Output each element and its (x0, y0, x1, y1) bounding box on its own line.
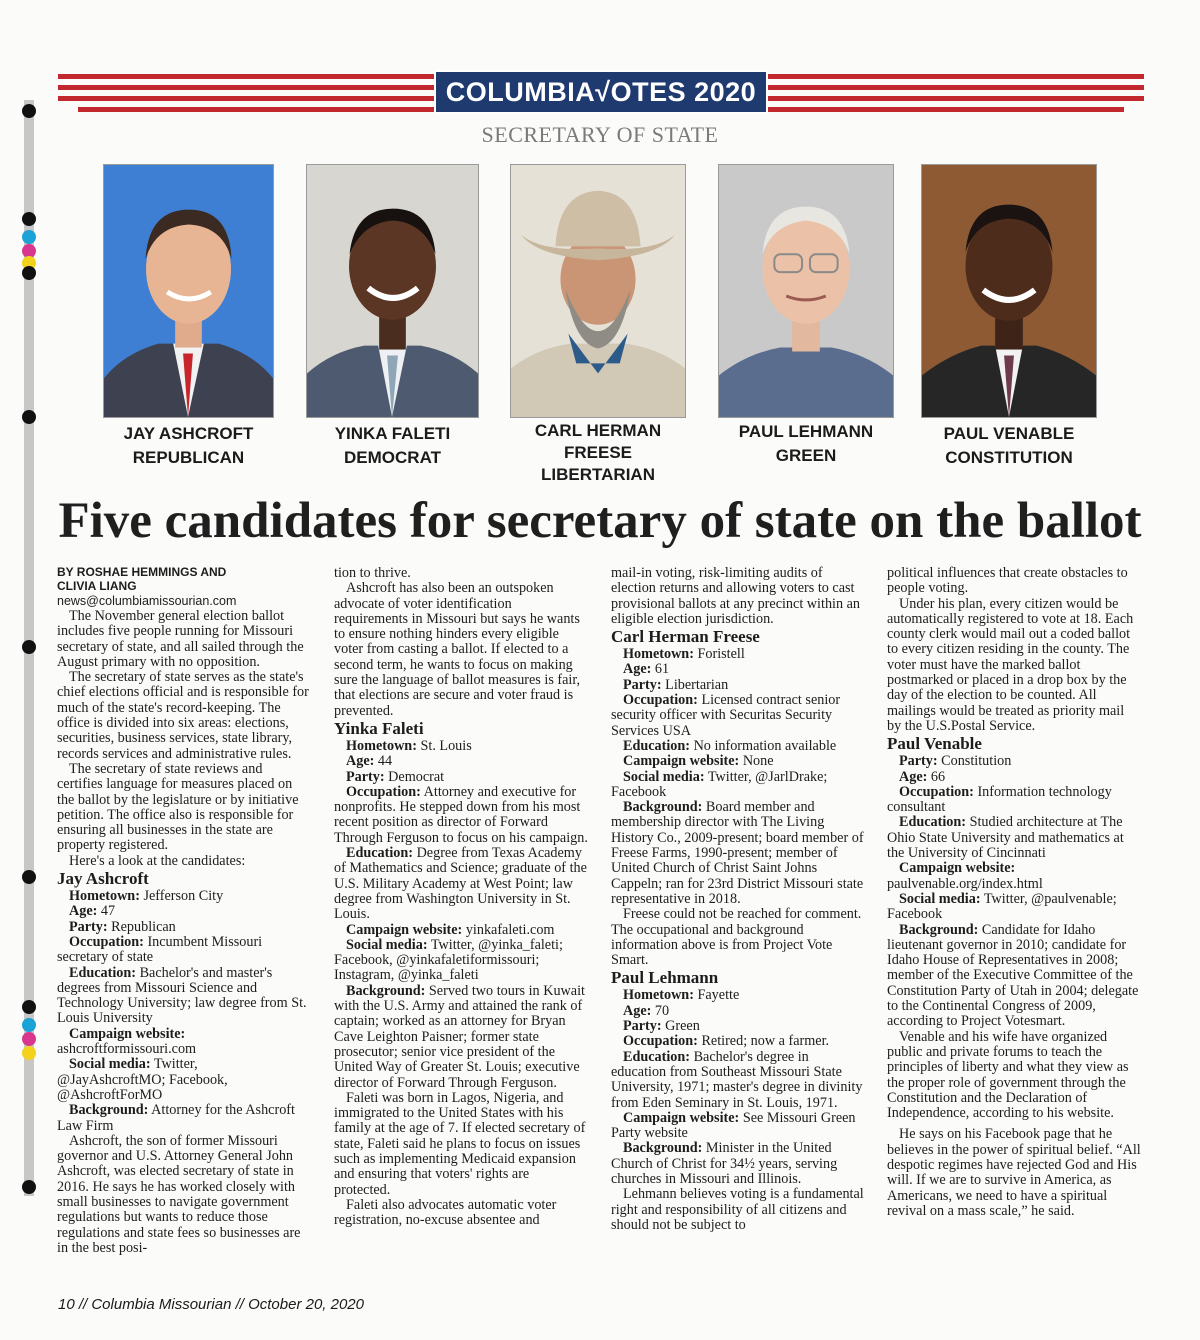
paragraph: He says on his Facebook page that he believes in the power of spiritual belief. “All despotic regimes have rejected God and His will. If we are to survive in America, as Americans, we need to have a spiritual revival on a mass scale,” he said. (887, 1126, 1141, 1219)
candidate-heading: Paul Lehmann (611, 968, 719, 988)
registration-dot (22, 1000, 36, 1014)
paragraph: Freese could not be reached for comment. The occupational and background information above is from Project Vote Smart. (611, 906, 862, 969)
byline: CLIVIA LIANG (57, 578, 137, 593)
caption-name: PAUL LEHMANN (738, 422, 874, 441)
field-party: Party: Green (623, 1018, 700, 1035)
paragraph: Venable and his wife have organized public and private forums to teach the principles of liberty and what they view as the proper role of government through the Constitution and the Declaration of Independence, according to his website. (887, 1028, 1129, 1122)
banner-stripe (764, 96, 1144, 101)
headline: Five candidates for secretary of state on the ballot (58, 493, 1142, 549)
banner-stripe (58, 74, 438, 79)
field-education: Education: Degree from Texas Academy of Mathematics and Science; graduate of the U.S. Military Academy at West Point; law degree from Washington University in St. Louis. (334, 845, 587, 923)
caption-party: DEMOCRAT (344, 448, 441, 467)
registration-dot-magenta (22, 1032, 36, 1046)
field-occupation: Occupation: Retired; now a farmer. (623, 1033, 830, 1050)
registration-dot (22, 104, 36, 118)
paragraph: Ashcroft has also been an outspoken advocate of voter identification requirements in Missouri but says he wants to ensure nothing hinders every eligible voter from casting a ballot. If elected to a second term, he wants to focus on making sure the language of ballot measures is fair, that elections are secure and voter fraud is prevented. (334, 580, 581, 719)
candidate-heading: Carl Herman Freese (611, 627, 760, 647)
field-party: Party: Democrat (346, 768, 445, 785)
article-column-3 (611, 566, 865, 1233)
banner-stripe (764, 107, 1124, 112)
caption-faleti (306, 422, 479, 470)
portrait-icon (922, 165, 1096, 417)
field-age: Age: 44 (346, 753, 393, 770)
candidate-heading: Paul Venable (887, 734, 982, 754)
field-background: Background: Served two tours in Kuwait with the U.S. Army and attained the rank of captain; worked as an attorney for Bryan Cave Leighton Paisner; former state prosecutor; senior vice president of the United Way of Greater St. Louis; executive director of Forward Through Ferguson. (334, 982, 585, 1091)
contact-email: news@columbiamissourian.com (57, 594, 237, 608)
paragraph: political influences that create obstacles to people voting. (887, 565, 1128, 597)
caption-name: FREESE (563, 443, 633, 462)
banner-stripe (58, 85, 438, 90)
paragraph: The November general election ballot includes five people running for Missouri secretary of state, and all sailed through the August primary with no opposition. (57, 608, 304, 670)
candidate-heading: Yinka Faleti (334, 718, 424, 738)
paragraph: Faleti also advocates automatic voter registration, no-excuse absentee and (334, 1196, 557, 1229)
banner-stripe (78, 107, 438, 112)
field-website: Campaign website: See Missouri Green Party website (611, 1109, 856, 1142)
portrait-icon (104, 165, 273, 417)
caption-ashcroft (103, 422, 274, 470)
registration-dot-cyan (22, 1018, 36, 1032)
caption-freese (510, 420, 686, 486)
registration-dot (22, 870, 36, 884)
article-column-2 (334, 566, 588, 1228)
paragraph: Here's a look at the candidates: (69, 852, 246, 869)
registration-dot (22, 640, 36, 654)
field-age: Age: 61 (623, 661, 670, 678)
caption-name: PAUL VENABLE (943, 424, 1075, 443)
field-background: Background: Candidate for Idaho lieutenant governor in 2010; candidate for Idaho House of Representatives in 2008; member of the Executive Committee of the Constitution Party of Utah in 2004; delegate to the Continental Congress of 2009, according to Project Votesmart. (887, 921, 1139, 1030)
candidate-photo-freese (510, 164, 686, 418)
caption-party: CONSTITUTION (945, 448, 1073, 467)
candidate-photo-lehmann (718, 164, 894, 418)
page-footer: 10 // Columbia Missourian // October 20, 2020 (58, 1296, 364, 1313)
field-hometown: Hometown: St. Louis (346, 737, 472, 754)
banner-title: COLUMBIA√OTES 2020 (445, 76, 757, 107)
banner-stripe (764, 85, 1144, 90)
registration-dot (22, 410, 36, 424)
paragraph: Under his plan, every citizen would be automatically registered to vote at 18. Each county clerk would mail out a coded ballot to every citizen residing in the county. The voter must have the marked ballot postmarked or placed in a drop box by the day of the election to be counted. All mailings would be treated as priority mail by the U.S.Postal Service. (887, 595, 1134, 734)
field-website: Campaign website: paulvenable.org/index.html (887, 860, 1043, 892)
paragraph: Lehmann believes voting is a fundamental right and responsibility of all citizens and should not be subject to (611, 1186, 864, 1233)
banner-stripe (764, 74, 1144, 79)
field-party: Party: Libertarian (623, 676, 729, 693)
article-column-1 (57, 566, 309, 1256)
field-age: Age: 70 (623, 1002, 670, 1019)
field-age: Age: 47 (69, 903, 116, 920)
field-occupation: Occupation: Licensed contract senior security officer with Securitas Security Services USA (611, 692, 841, 739)
field-party: Party: Constitution (899, 753, 1012, 770)
field-hometown: Hometown: Foristell (623, 646, 745, 663)
section-label: SECRETARY OF STATE (481, 122, 719, 147)
paragraph: The secretary of state serves as the state's chief elections official and is responsible for much of the state's record-keeping. The office is divided into six areas: elections, securities, business services, state library, records services and administrative rules. (57, 669, 309, 762)
field-website: Campaign website: ashcroftformissouri.com (57, 1025, 197, 1058)
field-social: Social media: Twitter, @yinka_faleti; Facebook, @yinkafaletiformissouri; Instagram, @yinka_faleti (334, 936, 563, 984)
field-education: Education: Bachelor's degree in education from Southeast Missouri State University, 1971; master's degree in divinity from Eden Seminary in St. Louis, 1971. (611, 1048, 863, 1111)
registration-dot (22, 266, 36, 280)
field-background: Background: Attorney for the Ashcroft Law Firm (57, 1102, 295, 1134)
field-website: Campaign website: None (623, 753, 774, 770)
paragraph: mail-in voting, risk-limiting audits of election returns and allowing voters to cast provisional ballots at any precinct within an eligible election jurisdiction. (611, 565, 861, 627)
field-occupation: Occupation: Incumbent Missouri secretary of state (57, 933, 263, 966)
candidate-photo-ashcroft (103, 164, 274, 418)
caption-party: LIBERTARIAN (541, 465, 655, 484)
field-hometown: Hometown: Fayette (623, 987, 740, 1004)
portrait-icon (719, 165, 893, 417)
field-occupation: Occupation: Attorney and executive for nonprofits. He stepped down from his most recent position as director of Forward Through Ferguson to focus on his campaign. (334, 783, 588, 846)
caption-party: GREEN (775, 446, 837, 465)
caption-name: JAY ASHCROFT (123, 424, 254, 443)
caption-party: REPUBLICAN (132, 448, 245, 467)
field-hometown: Hometown: Jefferson City (69, 888, 224, 905)
banner-stripe (58, 96, 438, 101)
field-social: Social media: Twitter, @paulvenable; Facebook (887, 890, 1117, 923)
field-social: Social media: Twitter, @JarlDrake; Facebook (611, 768, 828, 800)
registration-dot-cyan (22, 230, 36, 244)
registration-dot (22, 212, 36, 226)
caption-lehmann (718, 420, 894, 468)
caption-venable (921, 422, 1097, 470)
portrait-icon (307, 165, 478, 417)
paragraph: Ashcroft, the son of former Missouri governor and U.S. Attorney General John Ashcroft, was elected secretary of state in 2016. He says he has worked closely with small businesses to navigate government regulations but wants to reduce those regulations and state fees so businesses are in the best posi- (57, 1132, 301, 1256)
paragraph: tion to thrive. (334, 565, 411, 581)
paragraph: The secretary of state reviews and certifies language for measures placed on the ballot by the legislature or by initiative petition. The office also is responsible for ensuring all businesses in the state are property registered. (57, 760, 299, 854)
field-education: Education: No information available (623, 737, 837, 754)
candidate-photo-venable (921, 164, 1097, 418)
field-occupation: Occupation: Information technology consultant (887, 783, 1112, 816)
field-party: Party: Republican (69, 918, 176, 935)
field-age: Age: 66 (899, 768, 946, 785)
portrait-icon (511, 165, 685, 417)
registration-dot-yellow (22, 1046, 36, 1060)
field-education: Education: Studied architecture at The Ohio State University and mathematics at the University of Cincinnati (887, 814, 1124, 862)
field-education: Education: Bachelor's and master's degrees from Missouri Science and Technology University; law degree from St. Louis University (57, 964, 307, 1027)
paragraph: Faleti was born in Lagos, Nigeria, and immigrated to the United States with his family at the age of 7. If elected secretary of state, Faleti said he plans to focus on issues such as implementing Medicaid expansion and ensuring that voters' rights are protected. (334, 1089, 586, 1198)
field-social: Social media: Twitter, @JayAshcroftMO; Facebook, @AshcroftForMO (57, 1056, 228, 1103)
field-background: Background: Minister in the United Church of Christ for 34½ years, serving churches in Missouri and Illinois. (611, 1140, 838, 1187)
article-column-4 (887, 566, 1141, 1219)
field-website: Campaign website: yinkafaleti.com (346, 921, 555, 938)
caption-name: YINKA FALETI (334, 424, 451, 443)
election-banner (58, 72, 1144, 112)
caption-name: CARL HERMAN (534, 421, 662, 440)
byline: BY ROSHAE HEMMINGS AND (57, 565, 227, 579)
candidate-heading: Jay Ashcroft (57, 869, 149, 889)
candidate-photo-faleti (306, 164, 479, 418)
banner-title-box (436, 72, 766, 112)
field-background: Background: Board member and membership director with The Living History Co., 2009-present; board member of Freese Farms, 1990-present; member of United Church of Christ Saint Johns Cappeln; ran for 23rd District Missouri state representative in 2018. (611, 799, 864, 907)
registration-dot (22, 1180, 36, 1194)
